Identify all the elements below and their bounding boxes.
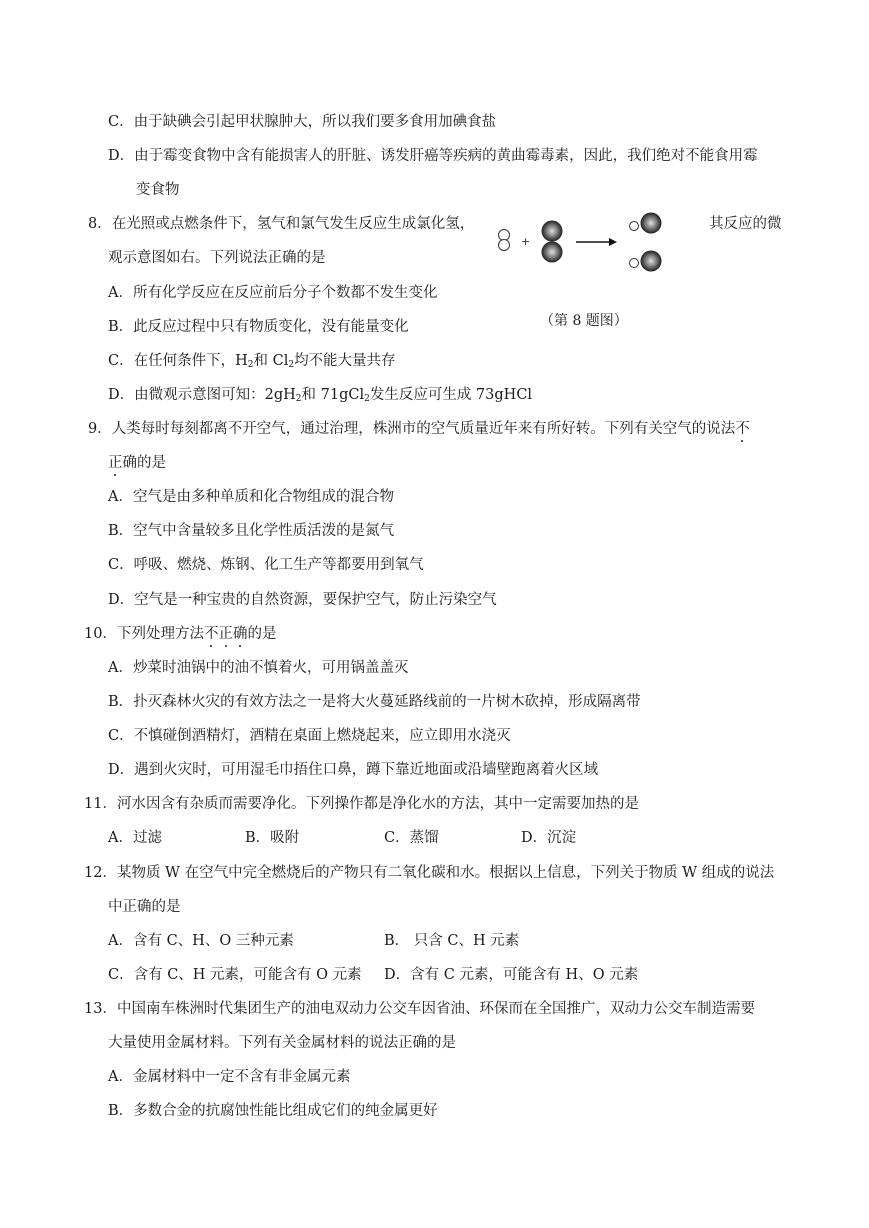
cl2-molecule-icon <box>542 221 563 263</box>
q7-option-d-line1: D．由于霉变食物中含有能损害人的肝脏、诱发肝癌等疾病的黄曲霉毒素，因此，我们绝对不能食用霉 <box>108 148 758 164</box>
q12-option-d: D．含有 C 元素，可能含有 H、O 元素 <box>384 967 639 983</box>
q8-stem-line1-right: 其反应的微 <box>709 216 782 232</box>
q9-option-a: A．空气是由多种单质和化合物组成的混合物 <box>108 489 394 505</box>
q11-option-b: B．吸附 <box>245 830 300 846</box>
q11-option-c: C．蒸馏 <box>384 830 439 846</box>
q8-stem-line2: 观示意图如右。下列说法正确的是 <box>108 250 326 266</box>
q8-stem-line1: 8．在光照或点燃条件下，氢气和氯气发生反应生成氯化氢， <box>88 216 475 232</box>
h2-molecule-icon <box>499 230 510 251</box>
q8-option-c: C．在任何条件下，$H_2$和 $Cl_2$均不能大量共存 <box>108 353 396 370</box>
q8-option-d: D．由微观示意图可知：$2gH_2$和 71gCl$_2$发生反应可生成 73gHCl <box>108 387 533 404</box>
q11-stem: 11．河水因含有杂质而需要净化。下列操作都是净化水的方法，其中一定需要加热的是 <box>84 796 639 812</box>
q9-option-d: D．空气是一种宝贵的自然资源，要保护空气，防止污染空气 <box>108 592 497 608</box>
q9-stem-line2: 正确的是 <box>108 455 166 471</box>
q12-option-a: A．含有 C、H、O 三种元素 <box>108 933 294 949</box>
q12-option-b: B． 只含 C、H 元素 <box>384 933 520 949</box>
q10-option-a: A．炒菜时油锅中的油不慎着火，可用锅盖盖灭 <box>108 660 409 676</box>
q11-option-a: A．过滤 <box>108 830 162 846</box>
q11-option-d: D．沉淀 <box>521 830 577 846</box>
q13-option-a: A．金属材料中一定不含有非金属元素 <box>108 1069 351 1085</box>
q7-option-d-line2: 变食物 <box>136 182 180 198</box>
q7-option-c: C．由于缺碘会引起甲状腺肿大，所以我们要多食用加碘食盐 <box>108 114 497 130</box>
q13-stem-line1: 13．中国南车株洲时代集团生产的油电双动力公交车因省油、环保而在全国推广，双动力公交车制造需要 <box>84 1001 755 1017</box>
hcl-molecule-icon <box>630 213 662 234</box>
q9-option-b: B．空气中含量较多且化学性质活泼的是氮气 <box>108 523 395 539</box>
q12-stem-line2: 中正确的是 <box>108 899 181 915</box>
plus-sign: + <box>521 235 531 248</box>
q8-micro-diagram <box>490 205 700 285</box>
q10-option-b: B．扑灭森林火灾的有效方法之一是将大火蔓延路线前的一片树木砍掉，形成隔离带 <box>108 694 641 710</box>
reaction-arrow-icon <box>576 238 617 246</box>
q10-option-c: C．不慎碰倒酒精灯，酒精在桌面上燃烧起来，应立即用水浇灭 <box>108 728 511 744</box>
q12-option-c: C．含有 C、H 元素，可能含有 O 元素 <box>108 967 362 983</box>
q13-option-b: B．多数合金的抗腐蚀性能比组成它们的纯金属更好 <box>108 1103 438 1119</box>
q9-stem-line1: 9．人类每时每刻都离不开空气，通过治理，株洲市的空气质量近年来有所好转。下列有关空气的说法不 <box>88 421 750 437</box>
q8-option-b: B．此反应过程中只有物质变化，没有能量变化 <box>108 319 409 335</box>
q10-option-d: D．遇到火灾时，可用湿毛巾捂住口鼻，蹲下靠近地面或沿墙壁跑离着火区域 <box>108 762 599 778</box>
hcl-molecule-icon <box>630 251 662 272</box>
q10-stem: 10．下列处理方法不正确的是 <box>84 626 277 642</box>
q9-option-c: C．呼吸、燃烧、炼钢、化工生产等都要用到氧气 <box>108 557 424 573</box>
q12-stem-line1: 12．某物质 W 在空气中完全燃烧后的产物只有二氧化碳和水。根据以上信息，下列关于物质 W 组成的说法 <box>84 865 775 881</box>
q8-figure-caption: （第 8 题图） <box>540 313 628 329</box>
q8-option-a: A．所有化学反应在反应前后分子个数都不发生变化 <box>108 285 438 301</box>
q13-stem-line2: 大量使用金属材料。下列有关金属材料的说法正确的是 <box>108 1035 456 1051</box>
